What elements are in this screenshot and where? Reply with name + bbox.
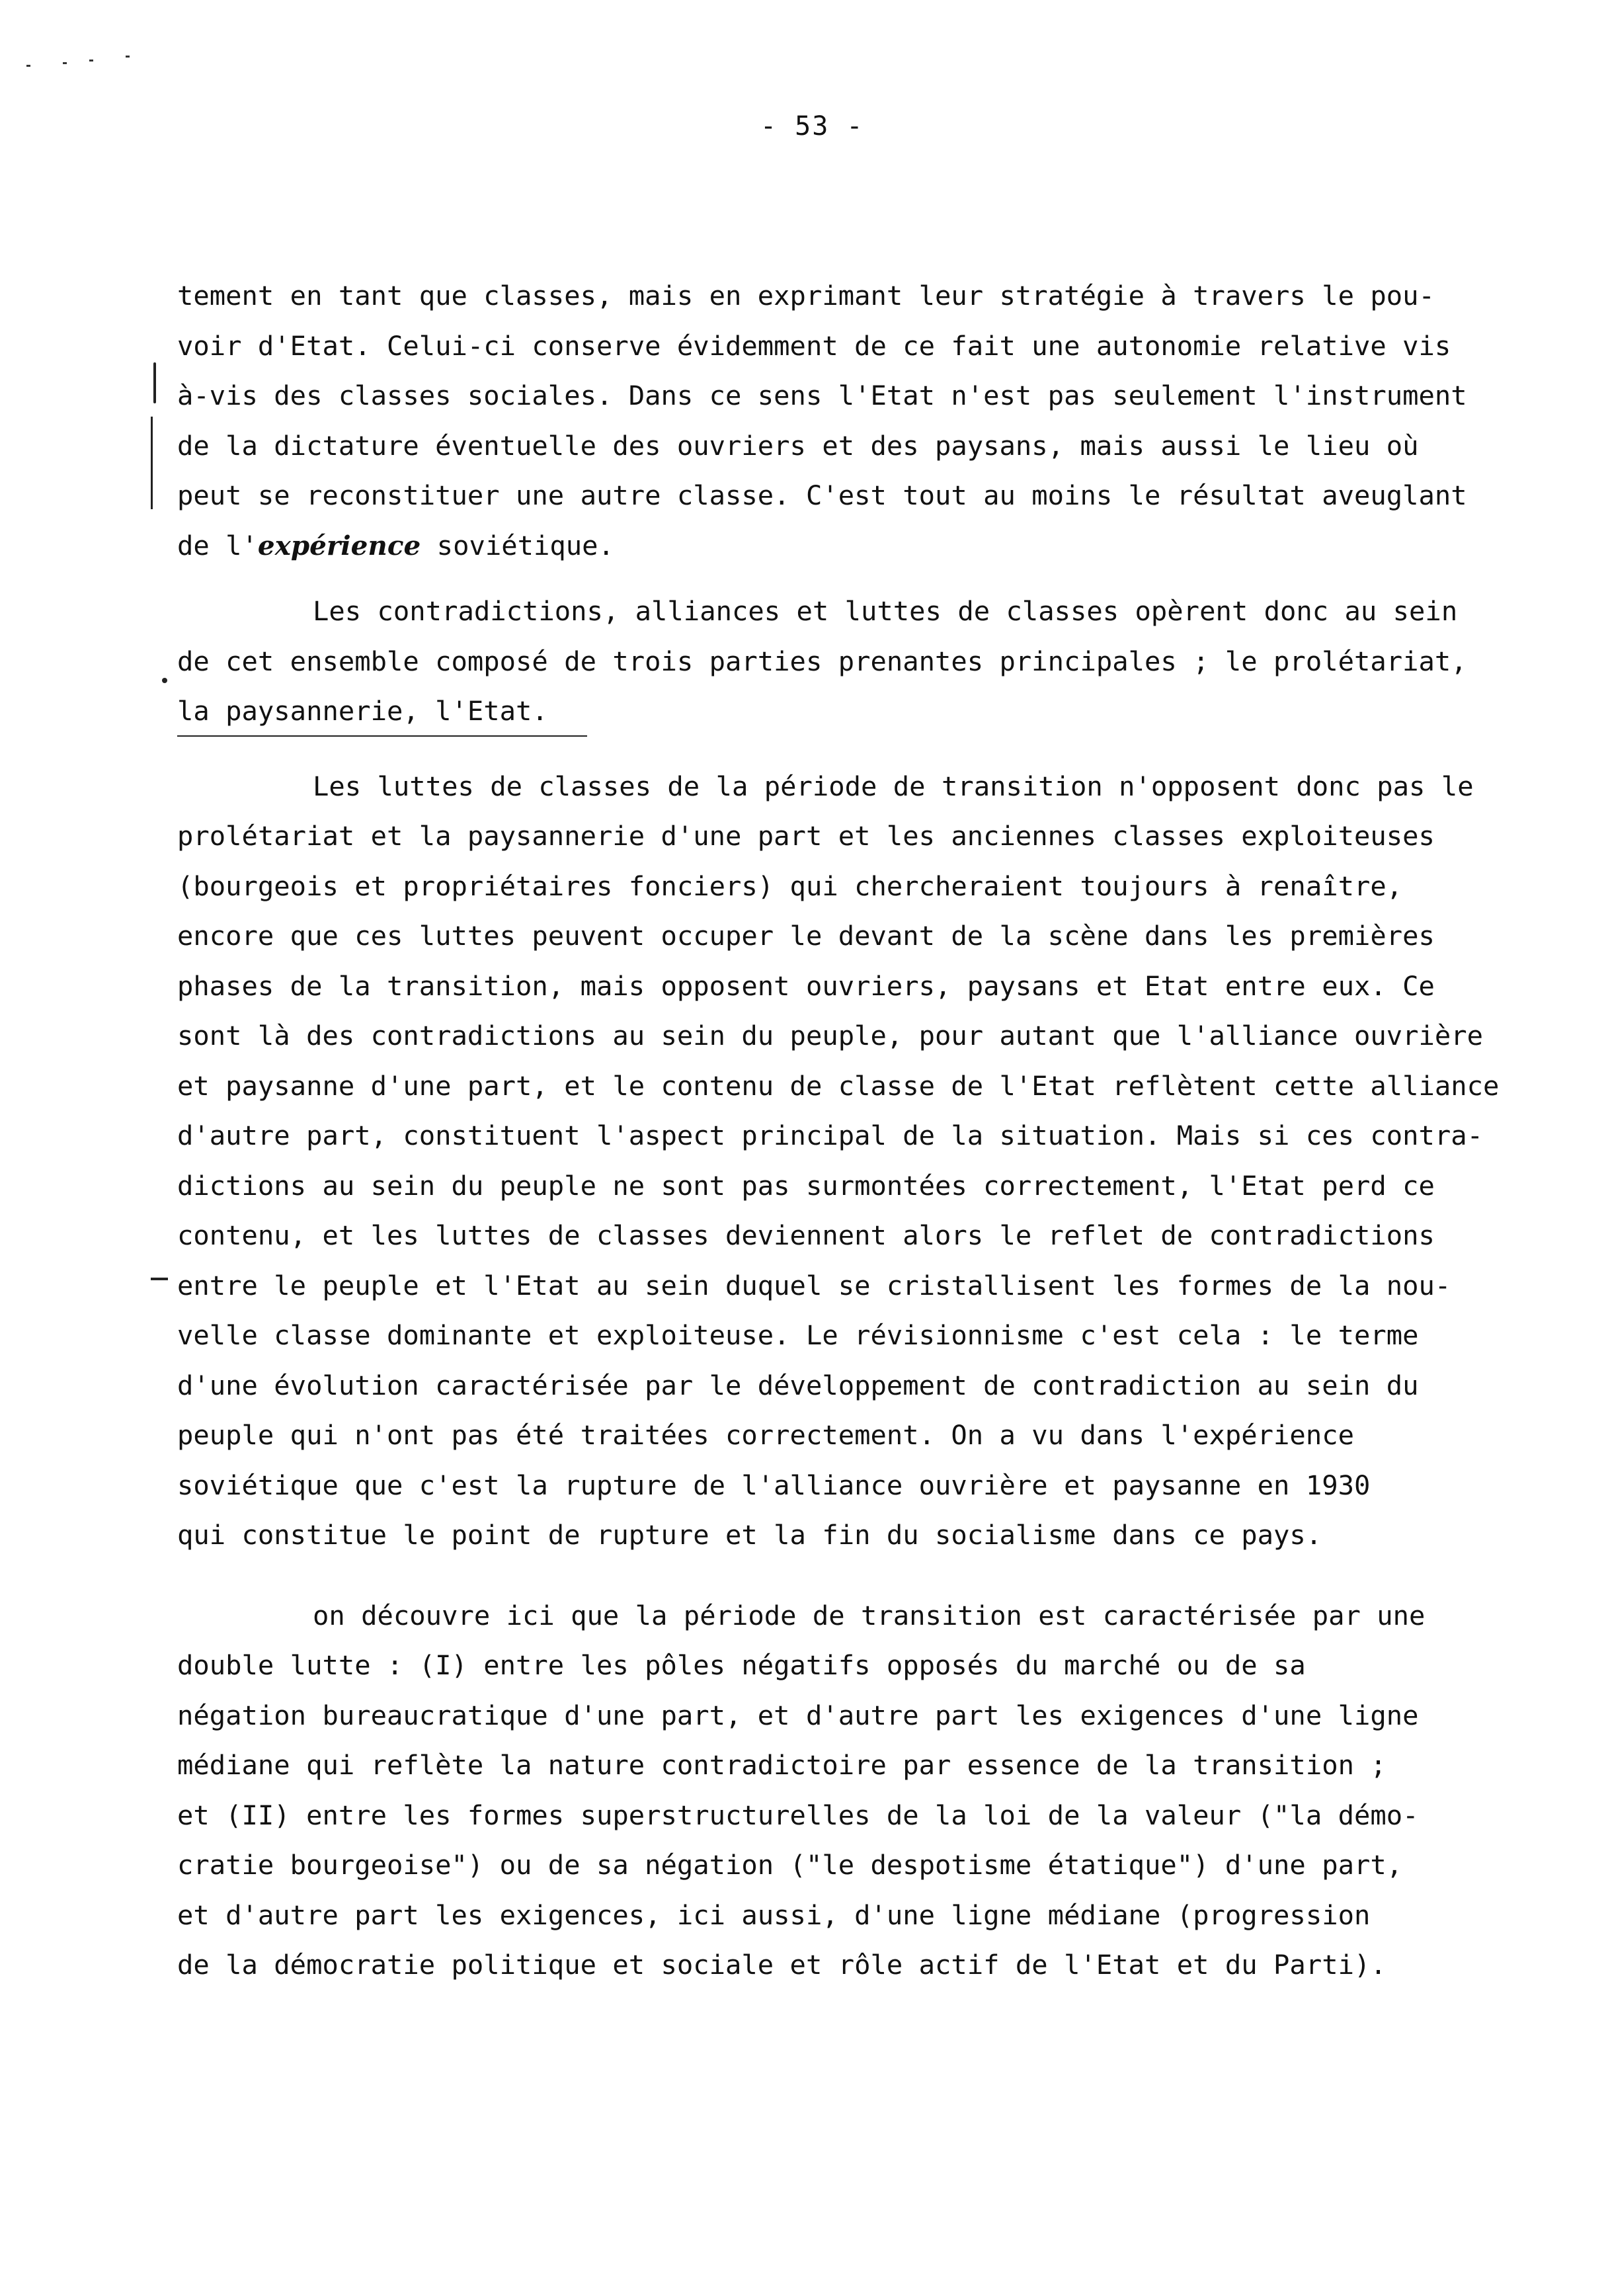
text-line: voir d'Etat. Celui-ci conserve évidemment de ce fait une autonomie relative vis	[177, 329, 1451, 362]
text-line: qui constitue le point de rupture et la fin du socialisme dans ce pays.	[177, 1519, 1322, 1551]
text-line: velle classe dominante et exploiteuse. Le révisionnisme c'est cela : le terme	[177, 1319, 1419, 1351]
bracket-mark-icon	[153, 362, 156, 403]
paragraph-3	[177, 762, 1506, 1561]
text-line: Les contradictions, alliances et luttes de classes opèrent donc au sein	[313, 595, 1458, 627]
vertical-line-mark-icon	[151, 417, 153, 509]
paragraph-2	[177, 587, 1506, 737]
page-number: - 53 -	[760, 111, 864, 142]
text-line: sont là des contradictions au sein du peuple, pour autant que l'alliance ouvrière	[177, 1020, 1484, 1051]
paragraph-4	[177, 1591, 1506, 1990]
scan-specks	[26, 53, 145, 73]
text-line: peuple qui n'ont pas été traitées correctement. On a vu dans l'expérience	[177, 1419, 1354, 1451]
page-body	[177, 271, 1506, 1990]
text-line: entre le peuple et l'Etat au sein duquel se cristallisent les formes de la nou-	[177, 1269, 1451, 1301]
text-line: soviétique que c'est la rupture de l'alliance ouvrière et paysanne en 1930	[177, 1469, 1371, 1501]
text-line: phases de la transition, mais opposent ouvriers, paysans et Etat entre eux. Ce	[177, 969, 1435, 1002]
text-fragment: soviétique.	[421, 529, 614, 561]
text-line: et d'autre part les exigences, ici aussi, d'une ligne médiane (progression	[177, 1899, 1371, 1931]
text-line	[177, 521, 1506, 571]
handwritten-annotation: expérience	[257, 529, 421, 561]
text-line: de la démocratie politique et sociale et rôle actif de l'Etat et du Parti).	[177, 1949, 1387, 1981]
text-line: de la dictature éventuelle des ouvriers et des paysans, mais aussi le lieu où	[177, 429, 1419, 462]
text-line: négation bureaucratique d'une part, et d'autre part les exigences d'une ligne	[177, 1699, 1419, 1731]
text-fragment: de l'	[177, 529, 258, 561]
dash-mark-icon	[151, 1278, 168, 1280]
text-line: de cet ensemble composé de trois parties prenantes principales ; le prolétariat,	[177, 645, 1467, 677]
text-line: prolétariat et la paysannerie d'une part et les anciennes classes exploiteuses	[177, 820, 1435, 852]
dot-mark-icon	[162, 678, 167, 683]
text-line: double lutte : (I) entre les pôles négatifs opposés du marché ou de sa	[177, 1649, 1306, 1681]
text-line: cratie bourgeoise") ou de sa négation ("le despotisme étatique") d'une part,	[177, 1849, 1403, 1881]
text-line: la paysannerie, l'Etat.	[177, 695, 548, 727]
text-line: (bourgeois et propriétaires fonciers) qui chercheraient toujours à renaître,	[177, 870, 1403, 902]
text-line: d'autre part, constituent l'aspect principal de la situation. Mais si ces contra-	[177, 1120, 1484, 1151]
text-line: à-vis des classes sociales. Dans ce sens l'Etat n'est pas seulement l'instrument	[177, 380, 1467, 411]
text-line: d'une évolution caractérisée par le développement de contradiction au sein du	[177, 1369, 1419, 1401]
text-line: contenu, et les luttes de classes deviennent alors le reflet de contradictions	[177, 1219, 1435, 1251]
paragraph-1	[177, 271, 1506, 571]
text-line: Les luttes de classes de la période de transition n'opposent donc pas le	[313, 770, 1474, 802]
text-line: tement en tant que classes, mais en exprimant leur stratégie à travers le pou-	[177, 280, 1435, 311]
text-line: encore que ces luttes peuvent occuper le devant de la scène dans les premières	[177, 920, 1435, 952]
text-line: médiane qui reflète la nature contradictoire par essence de la transition ;	[177, 1749, 1387, 1781]
text-line: peut se reconstituer une autre classe. C'est tout au moins le résultat aveuglant	[177, 479, 1467, 511]
text-line: et paysanne d'une part, et le contenu de classe de l'Etat reflètent cette alliance	[177, 1069, 1500, 1102]
text-line: dictions au sein du peuple ne sont pas surmontées correctement, l'Etat perd ce	[177, 1169, 1435, 1202]
text-line: et (II) entre les formes superstructurelles de la loi de la valeur ("la démo-	[177, 1799, 1419, 1831]
text-line: on découvre ici que la période de transition est caractérisée par une	[313, 1599, 1426, 1631]
